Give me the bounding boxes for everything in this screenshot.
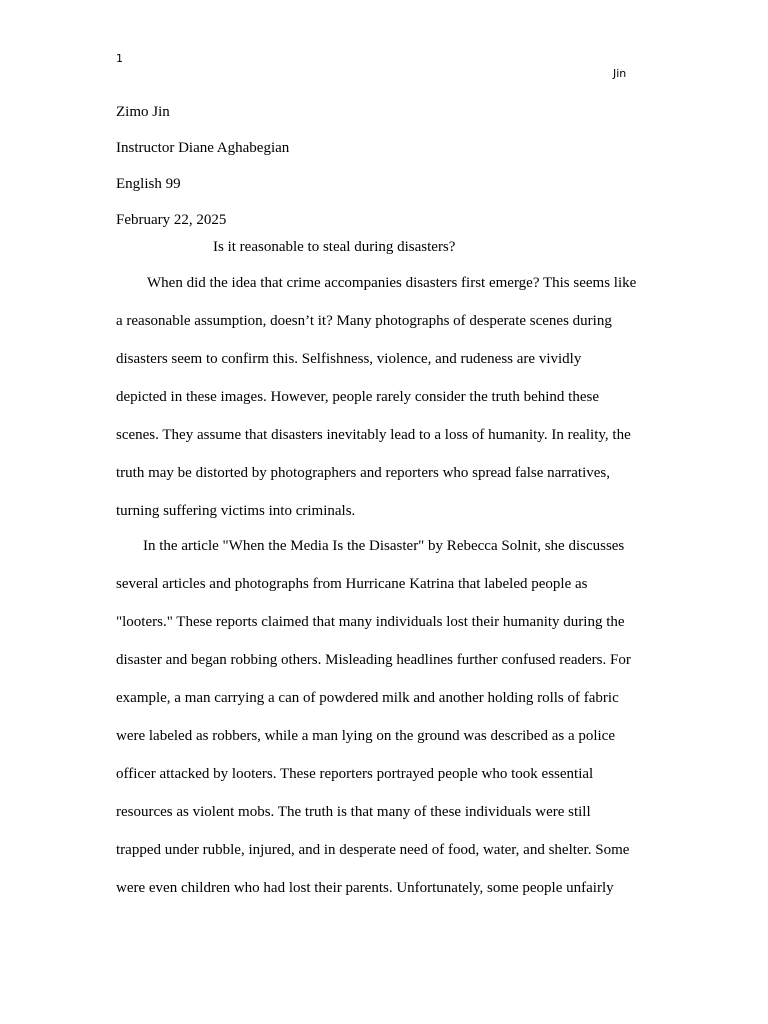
paragraph-line: truth may be distorted by photographers and reporters who spread false narratives, [116, 465, 611, 481]
student-name: Zimo Jin [116, 104, 170, 120]
paragraph-line: officer attacked by looters. These reporters portrayed people who took essential [116, 766, 594, 782]
paragraph-2 [116, 527, 631, 907]
paragraph-line: were even children who had lost their parents. Unfortunately, some people unfairly [116, 880, 614, 896]
running-head: Jin [613, 67, 627, 80]
paragraph-line: In the article "When the Media Is the Disaster" by Rebecca Solnit, she discusses [143, 538, 625, 554]
paragraph-line: scenes. They assume that disasters inevitably lead to a loss of humanity. In reality, the [116, 427, 631, 443]
paragraph-line: example, a man carrying a can of powdered milk and another holding rolls of fabric [116, 690, 619, 706]
mla-heading [116, 94, 656, 238]
paragraph-line: trapped under rubble, injured, and in desperate need of food, water, and shelter. Some [116, 842, 630, 858]
paragraph-line: When did the idea that crime accompanies disasters first emerge? This seems like [147, 275, 637, 291]
essay-title: Is it reasonable to steal during disasters? [213, 239, 456, 255]
paragraph-1 [116, 264, 636, 530]
essay-date: February 22, 2025 [116, 212, 227, 228]
paragraph-line: were labeled as robbers, while a man lying on the ground was described as a police [116, 728, 615, 744]
page-number: 1 [116, 52, 123, 65]
paragraph-line: several articles and photographs from Hurricane Katrina that labeled people as [116, 576, 588, 592]
paragraph-line: depicted in these images. However, people rarely consider the truth behind these [116, 389, 599, 405]
course-name: English 99 [116, 176, 181, 192]
paragraph-line: "looters." These reports claimed that many individuals lost their humanity during the [116, 614, 625, 630]
instructor-name: Instructor Diane Aghabegian [116, 140, 290, 156]
paragraph-line: a reasonable assumption, doesn’t it? Many photographs of desperate scenes during [116, 313, 612, 329]
paragraph-line: resources as violent mobs. The truth is that many of these individuals were still [116, 804, 591, 820]
paragraph-line: turning suffering victims into criminals. [116, 503, 356, 519]
paragraph-line: disasters seem to confirm this. Selfishness, violence, and rudeness are vividly [116, 351, 582, 367]
paragraph-line: disaster and began robbing others. Misleading headlines further confused readers. For [116, 652, 631, 668]
